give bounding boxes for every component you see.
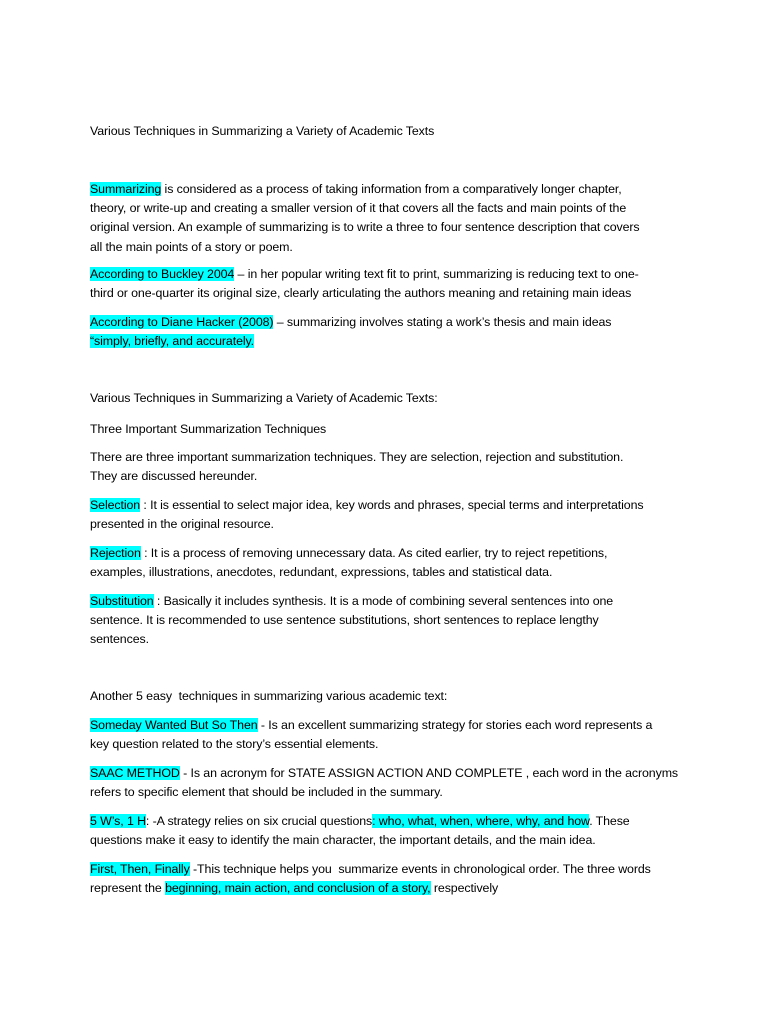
- quote-highlight: “simply, briefly, and accurately.: [90, 334, 255, 349]
- techniques-intro-paragraph: There are three important summarization techniques. They are selection, rejection and substitution. They are discussed hereunder.: [90, 450, 624, 484]
- section-title: Various Techniques in Summarizing a Variety of Academic Texts:: [90, 391, 438, 405]
- term-highlight: Substitution: [90, 594, 154, 608]
- substitution-paragraph: Substitution : Basically it includes synthesis. It is a mode of combining several sentences into one sentence. It is recommended to use sentence substitutions, short sentences to replace lengthy sentences.: [90, 594, 614, 647]
- ftf-paragraph: First, Then, Finally -This technique helps you summarize events in chronological order. The three words represent the beginning, main action, and conclusion of a story, respectively: [90, 862, 651, 896]
- document-title: Various Techniques in Summarizing a Variety of Academic Texts: [90, 124, 435, 138]
- buckley-paragraph: According to Buckley 2004 – in her popular writing text fit to print, summarizing is reducing text to one- third or one-quarter its original size, clearly articulating the authors meaning and retaining main ideas: [90, 267, 639, 301]
- selection-paragraph: Selection : It is essential to select major idea, key words and phrases, special terms and interpretations presented in the original resource.: [90, 498, 644, 532]
- term-highlight: Rejection: [90, 546, 141, 560]
- phrase-highlight: beginning, main action, and conclusion of a story,: [165, 881, 431, 896]
- term-highlight: 5 W’s, 1 H: [90, 814, 146, 828]
- term-highlight: Selection: [90, 498, 141, 512]
- five-w-paragraph: 5 W’s, 1 H: -A strategy relies on six crucial questions: who, what, when, where, why, and how. These questions make it easy to identify the main character, the important details, and the main idea.: [90, 814, 630, 848]
- easy-techniques-title: Another 5 easy techniques in summarizing various academic text:: [90, 689, 448, 703]
- intro-paragraph: Summarizing is considered as a process of taking information from a comparatively longer chapter, theory, or write-up and creating a smaller version of it that covers all the facts and main points of the original version. An example of summarizing is to write a three to four sentence description that covers all the main points of a story or poem.: [90, 182, 640, 254]
- saac-paragraph: SAAC METHOD - Is an acronym for STATE ASSIGN ACTION AND COMPLETE , each word in the acronyms refers to specific element that should be included in the summary.: [90, 766, 679, 800]
- term-highlight: SAAC METHOD: [90, 766, 180, 780]
- term-highlight: Someday Wanted But So Then: [90, 718, 258, 732]
- questions-highlight: : who, what, when, where, why, and how: [372, 814, 590, 828]
- rejection-paragraph: Rejection : It is a process of removing unnecessary data. As cited earlier, try to reject repetitions, examples, illustrations, anecdotes, redundant, expressions, tables and statistical data.: [90, 546, 608, 580]
- term-highlight: First, Then, Finally: [90, 862, 190, 876]
- term-highlight: Summarizing: [90, 182, 162, 196]
- term-highlight: According to Diane Hacker (2008): [90, 315, 274, 329]
- hacker-paragraph: According to Diane Hacker (2008) – summarizing involves stating a work’s thesis and main ideas “simply, briefly, and accurately.: [90, 315, 612, 349]
- swbst-paragraph: Someday Wanted But So Then - Is an excellent summarizing strategy for stories each word represents a key question related to the story’s essential elements.: [90, 718, 653, 752]
- term-highlight: According to Buckley 2004: [90, 267, 235, 281]
- subsection-title: Three Important Summarization Techniques: [90, 422, 327, 436]
